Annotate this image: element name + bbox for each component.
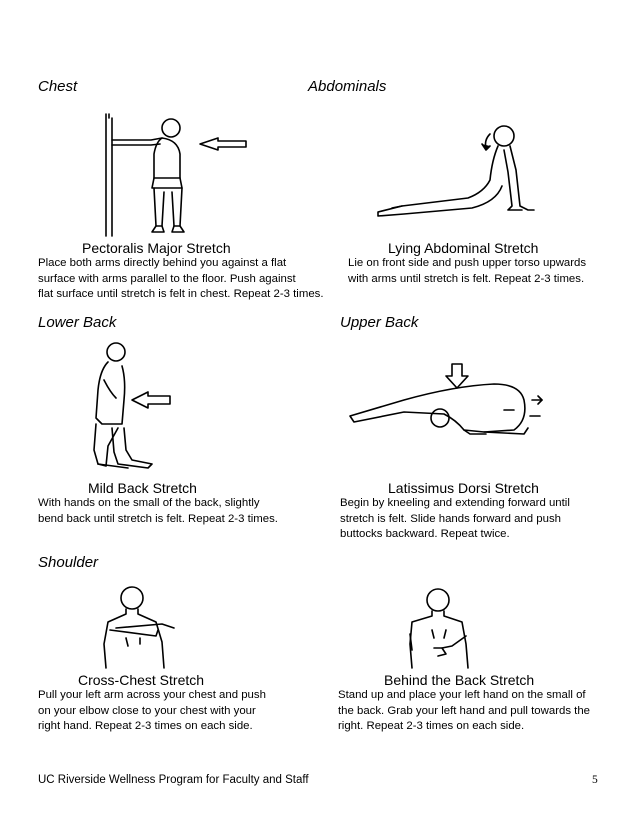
exercise-title-cross-chest: Cross-Chest Stretch [78,672,205,688]
latissimus-stretch-illustration [344,360,550,444]
exercise-title-behind-back: Behind the Back Stretch [384,672,535,688]
heading-chest: Chest [38,78,78,95]
behind-back-stretch-illustration [398,584,488,670]
exercise-desc-pectoralis: Place both arms directly behind you against a flat surface with arms parallel to the floor. Push against flat surface until stretch is felt in chest. Repeat 2-3 times. [38,257,324,300]
exercise-title-mild-back: Mild Back Stretch [88,480,197,496]
footer-text: UC Riverside Wellness Program for Faculty and Staff [38,774,309,786]
exercise-desc-cross-chest: Pull your left arm across your chest and push on your elbow close to your chest with your right hand. Repeat 2-3 times on each side. [38,689,266,732]
exercise-desc-abdominal: Lie on front side and push upper torso upwards with arms until stretch is felt. Repeat 2-3 times. [348,257,587,285]
exercise-desc-latissimus: Begin by kneeling and extending forward until stretch is felt. Slide hands forward and push buttocks backward. Repeat twice. [340,497,570,540]
heading-lower-back: Lower Back [38,314,117,331]
exercise-title-latissimus: Latissimus Dorsi Stretch [388,480,539,496]
exercise-title-abdominal: Lying Abdominal Stretch [388,240,539,256]
heading-upper-back: Upper Back [340,314,419,331]
cross-chest-stretch-illustration [96,584,186,670]
mild-back-stretch-illustration [88,340,178,474]
page-number: 5 [592,774,598,786]
lying-abdominal-stretch-illustration [372,120,542,220]
heading-abdominals: Abdominals [308,78,387,95]
pectoralis-stretch-illustration [96,108,256,238]
exercise-desc-behind-back: Stand up and place your left hand on the small of the back. Grab your left hand and pull towards the right. Repeat 2-3 times on each side. [338,689,591,732]
exercise-desc-mild-back: With hands on the small of the back, slightly bend back until stretch is felt. Repeat 2-3 times. [38,497,278,525]
heading-shoulder: Shoulder [38,554,99,571]
exercise-title-pectoralis: Pectoralis Major Stretch [82,240,231,256]
